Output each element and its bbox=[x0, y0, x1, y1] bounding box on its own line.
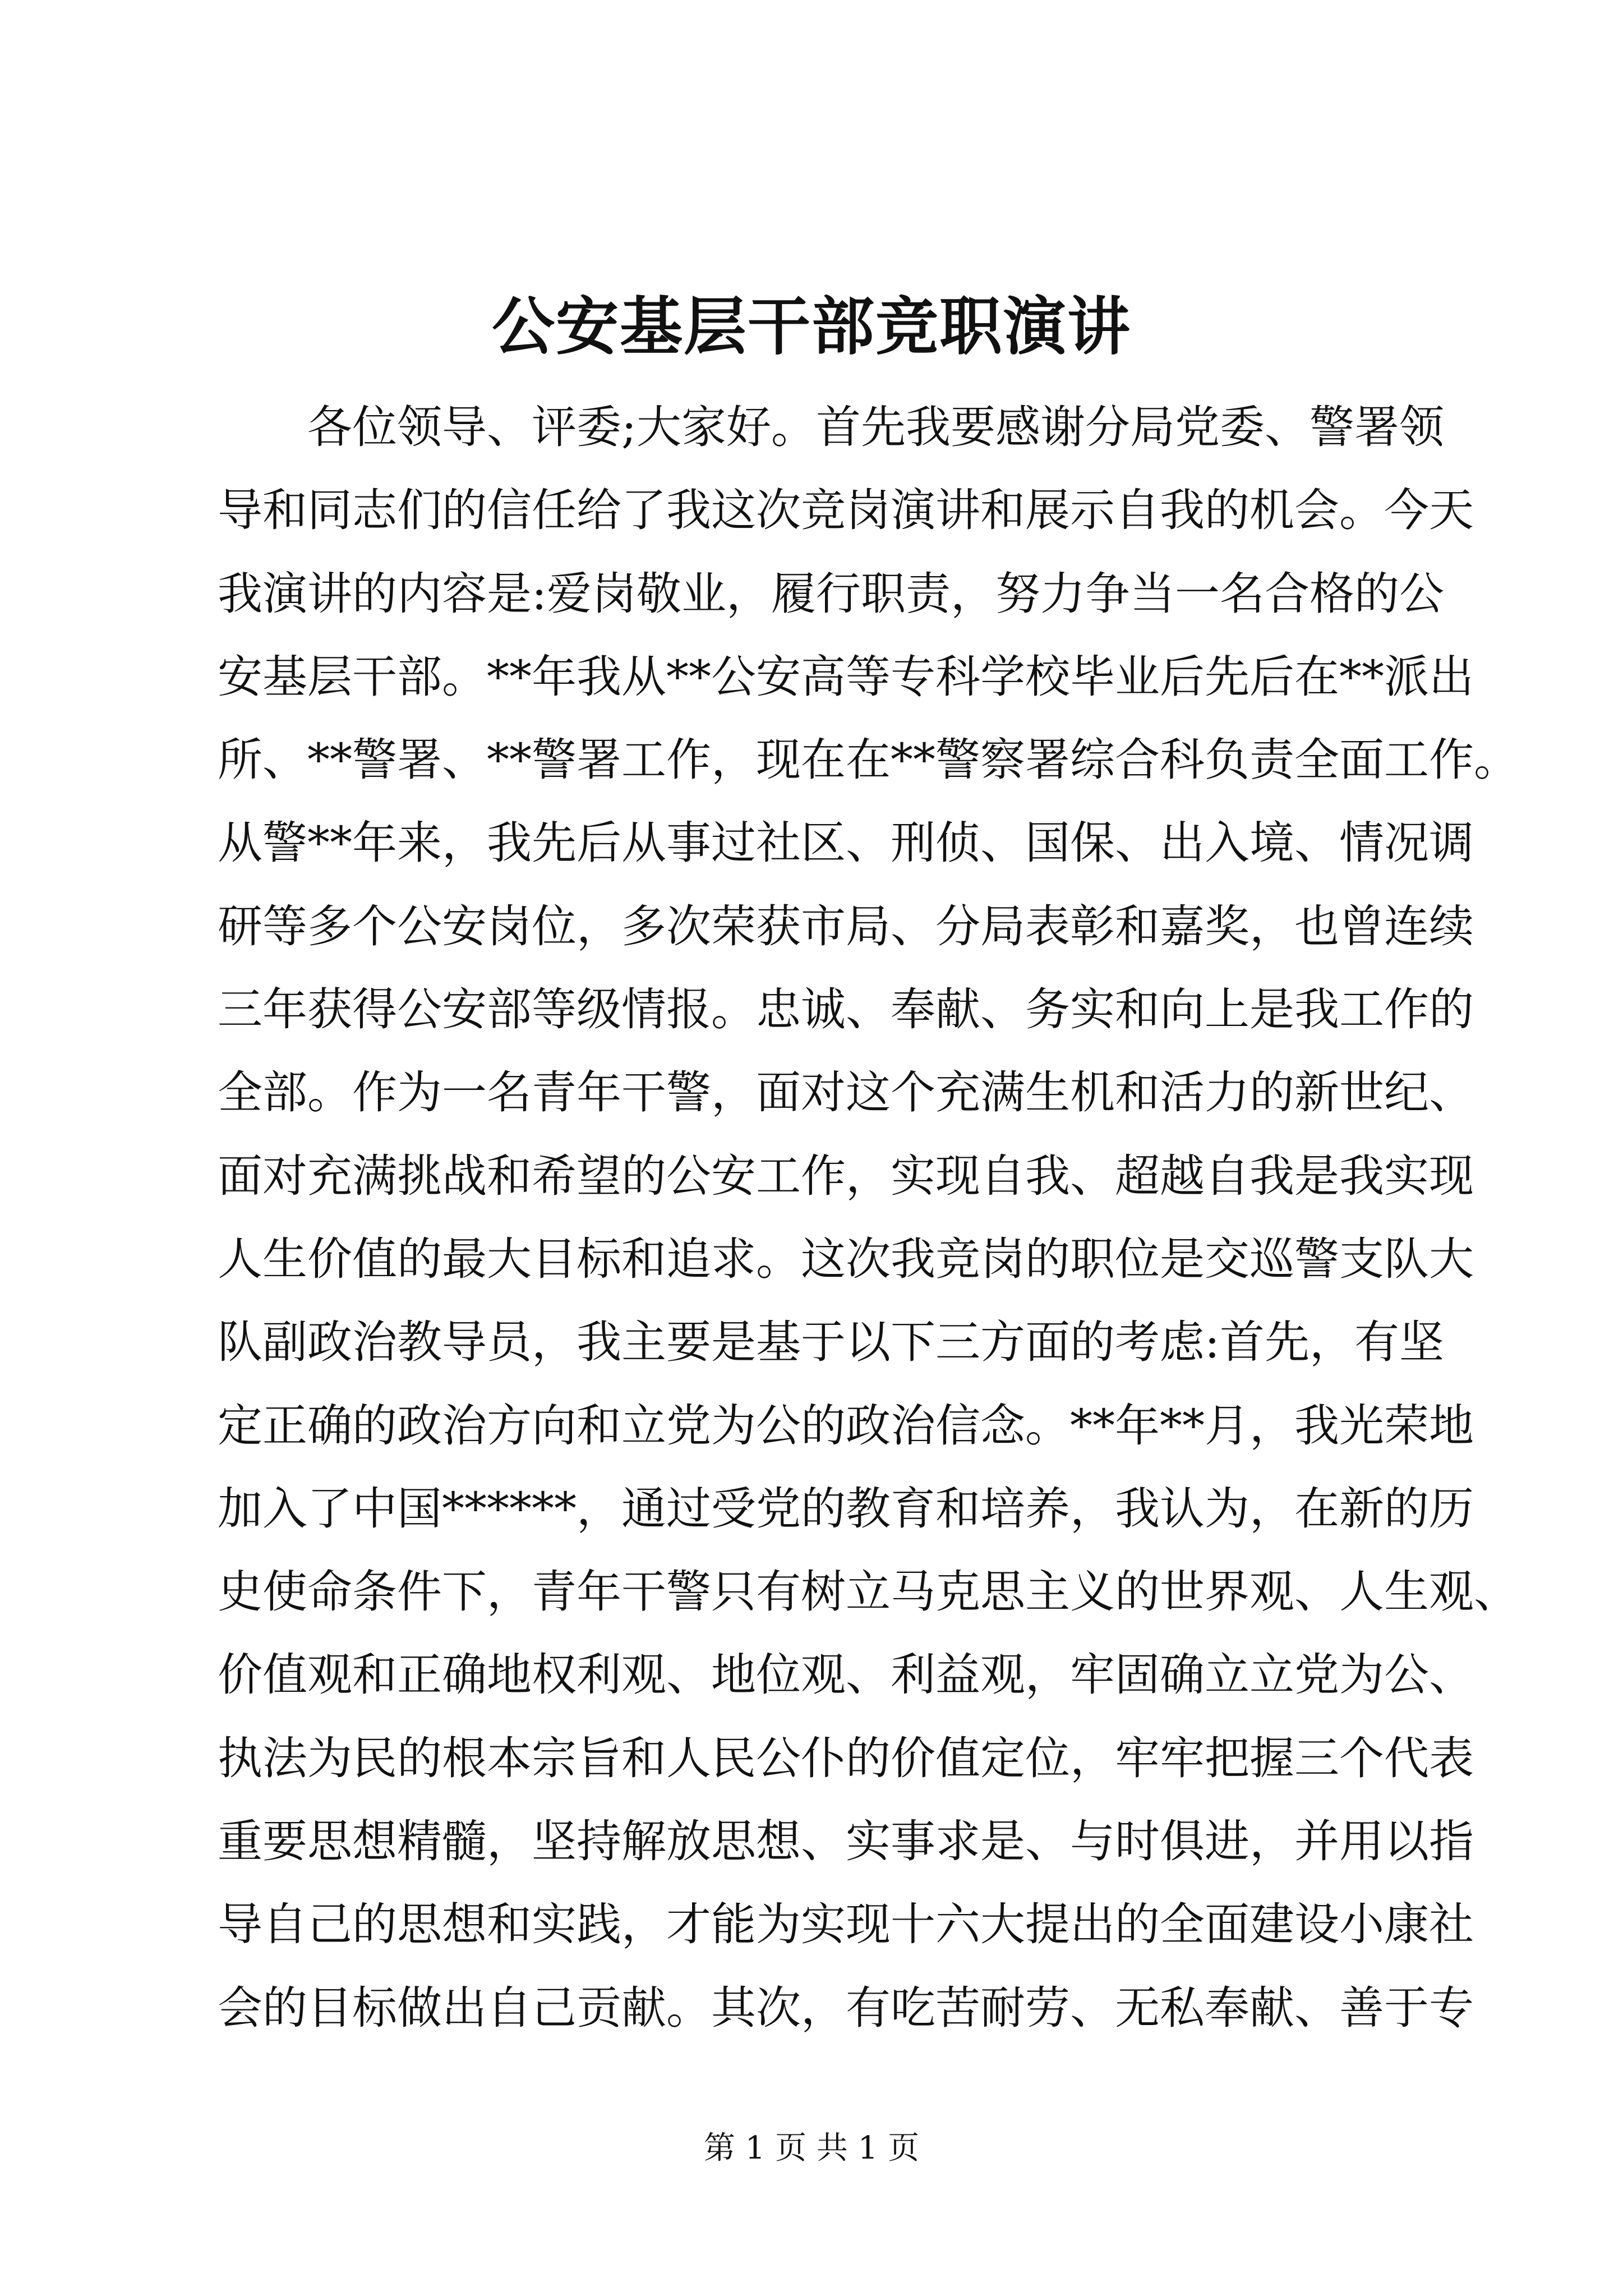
text-line: 所、**警署、**警署工作，现在在**警察署综合科负责全面工作。 bbox=[218, 734, 1519, 786]
text-line: 重要思想精髓，坚持解放思想、实事求是、与时俱进，并用以指 bbox=[218, 1815, 1474, 1868]
text-line: 从警**年来，我先后从事过社区、刑侦、国保、出入境、情况调 bbox=[218, 817, 1474, 869]
document-title: 公安基层干部竞职演讲 bbox=[492, 290, 1131, 364]
text-line: 定正确的政治方向和立党为公的政治信念。**年**月，我光荣地 bbox=[218, 1399, 1474, 1452]
text-line: 我演讲的内容是:爱岗敬业，履行职责，努力争当一名合格的公 bbox=[218, 567, 1444, 620]
body-paragraph bbox=[218, 386, 1519, 2050]
text-line: 会的目标做出自己贡献。其次，有吃苦耐劳、无私奉献、善于专 bbox=[218, 1981, 1474, 2034]
text-line: 三年获得公安部等级情报。忠诚、奉献、务实和向上是我工作的 bbox=[218, 983, 1474, 1036]
text-line: 安基层干部。**年我从**公安高等专科学校毕业后先后在**派出 bbox=[218, 650, 1474, 703]
text-line: 导和同志们的信任给了我这次竞岗演讲和展示自我的机会。今天 bbox=[218, 484, 1474, 537]
text-line: 人生价值的最大目标和追求。这次我竞岗的职位是交巡警支队大 bbox=[218, 1232, 1474, 1285]
text-line: 执法为民的根本宗旨和人民公仆的价值定位，牢牢把握三个代表 bbox=[218, 1732, 1474, 1784]
text-line: 面对充满挑战和希望的公安工作，实现自我、超越自我是我实现 bbox=[218, 1149, 1474, 1202]
text-line: 导自己的思想和实践，才能为实现十六大提出的全面建设小康社 bbox=[218, 1898, 1474, 1951]
text-line: 全部。作为一名青年干警，面对这个充满生机和活力的新世纪、 bbox=[218, 1066, 1474, 1119]
text-line: 加入了中国******，通过受党的教育和培养，我认为，在新的历 bbox=[218, 1482, 1474, 1535]
page-footer: 第 1 页 共 1 页 bbox=[703, 2130, 920, 2166]
text-line: 研等多个公安岗位，多次荣获市局、分局表彰和嘉奖，也曾连续 bbox=[218, 900, 1474, 953]
text-line: 史使命条件下，青年干警只有树立马克思主义的世界观、人生观、 bbox=[218, 1566, 1519, 1618]
text-line: 价值观和正确地权利观、地位观、利益观，牢固确立立党为公、 bbox=[218, 1649, 1474, 1701]
text-line: 队副政治教导员，我主要是基于以下三方面的考虑:首先，有坚 bbox=[218, 1316, 1444, 1369]
text-line: 各位领导、评委;大家好。首先我要感谢分局党委、警署领 bbox=[307, 401, 1444, 453]
